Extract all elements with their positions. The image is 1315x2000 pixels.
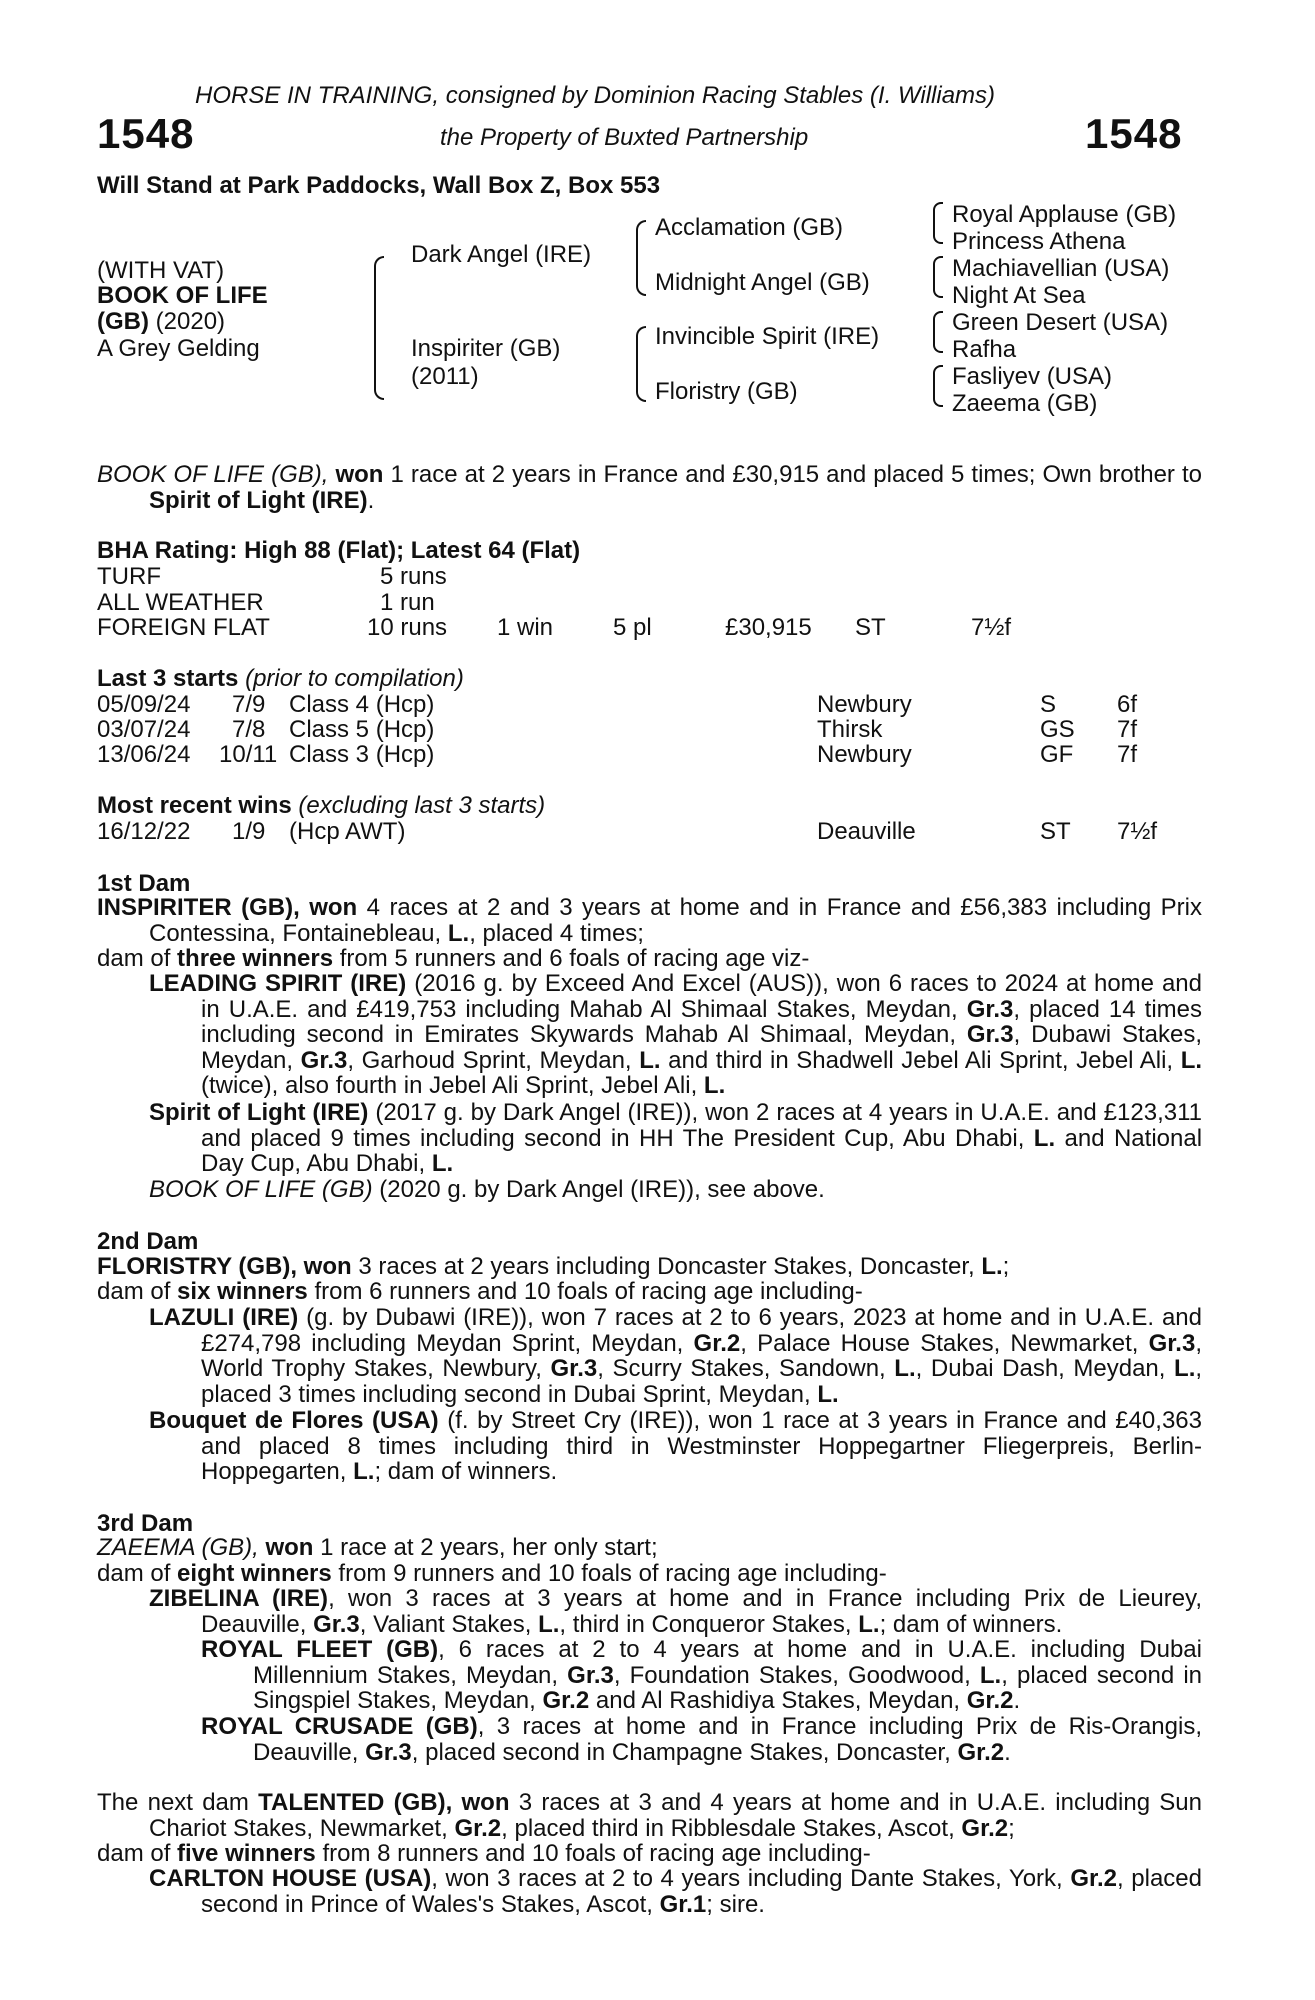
pedigree-dam-dam: Floristry (GB) xyxy=(655,378,798,405)
dam3-grandoffspring-1: ROYAL FLEET (GB), 6 races at 2 to 4 years at home and in U.A.E. including Dubai Millennium Stakes, Meydan, Gr.3, Foundation Stakes, Goodwood, L., placed second in Singspiel Stakes, Meydan, Gr.2 and Al Rashidiya Stakes, Meydan, Gr.2. xyxy=(201,1636,1203,1715)
next-dam-offspring-1 xyxy=(149,1866,1202,1917)
recent-wins-note: (excluding last 3 starts) xyxy=(298,792,546,819)
grade-badge: Gr.3 xyxy=(550,1355,598,1383)
offspring-name: CARLTON HOUSE (USA) xyxy=(149,1865,432,1892)
offspring-text: , World Trophy Stakes, Newbury, xyxy=(201,1329,1202,1383)
rating-distance: 7½f xyxy=(971,614,1012,641)
offspring-text: , Palace House Stakes, Newmarket, xyxy=(740,1329,1139,1357)
dam2-record: FLORISTRY (GB), won 3 races at 2 years including Doncaster Stakes, Doncaster, L.; xyxy=(97,1253,1010,1280)
dam1-record xyxy=(97,895,1202,946)
dam1-offspring-2 xyxy=(149,1100,1202,1177)
next-dam-lead: The next dam xyxy=(97,1789,249,1816)
recent-wins-title: Most recent wins xyxy=(97,792,292,819)
next-dam-won: won xyxy=(461,1789,510,1816)
offspring-text: , Dubawi Stakes, Meydan, xyxy=(201,1021,1202,1074)
offspring-text: (2016 g. by Exceed And Excel (AUS)), won 6 races to 2024 at home and in U.A.E. and £419,753 including Mahab Al Shimaal Stakes, Meydan, xyxy=(201,970,1203,1023)
rating-surface: FOREIGN FLAT xyxy=(97,614,270,641)
dam2-offspring-2 xyxy=(149,1408,1202,1485)
summary-won: won xyxy=(335,461,384,488)
pedigree-ddd: Zaeema (GB) xyxy=(952,390,1098,417)
listed-badge: L. xyxy=(353,1458,375,1486)
win-course: Deauville xyxy=(817,818,916,845)
dam2-name: FLORISTRY (GB), xyxy=(97,1253,297,1280)
grade-badge: Gr.3 xyxy=(365,1738,412,1766)
dam1-name: INSPIRITER (GB), xyxy=(97,894,300,921)
offspring-text: , placed second in Prince of Wales's Stakes, Ascot, xyxy=(201,1865,1202,1918)
offspring-name: BOOK OF LIFE (GB) xyxy=(149,1176,373,1203)
offspring-name: Bouquet de Flores (USA) xyxy=(149,1407,439,1434)
win-position: 1/9 xyxy=(232,818,266,845)
rating-surface: TURF xyxy=(97,563,161,590)
grade-badge: Gr.2 xyxy=(542,1687,590,1715)
start-position: 10/11 xyxy=(219,741,278,768)
start-position: 7/9 xyxy=(232,691,266,718)
produce-a: dam of xyxy=(97,1560,171,1587)
offspring-text: , third in Conqueror Stakes, xyxy=(559,1610,852,1638)
offspring-text: , placed second in Champagne Stakes, Doncaster, xyxy=(411,1738,951,1766)
offspring-text: ; sire. xyxy=(706,1890,765,1918)
offspring-text: , Dubai Dash, Meydan, xyxy=(915,1355,1166,1383)
offspring-text: , 3 races at home and in France including Prix de Ris-Orangis, Deauville, xyxy=(253,1713,1203,1766)
rating-wins: 1 win xyxy=(497,614,554,641)
dam2-produce xyxy=(97,1279,1202,1305)
horse-origin-year xyxy=(97,309,225,335)
produce-a: dam of xyxy=(97,945,171,972)
grade-badge: Gr.3 xyxy=(966,1021,1014,1049)
offspring-name: ZIBELINA (IRE) xyxy=(149,1585,329,1612)
offspring-text: and Al Rashidiya Stakes, Meydan, xyxy=(595,1687,961,1715)
vat-label: (WITH VAT) xyxy=(97,257,225,284)
horse-description: A Grey Gelding xyxy=(97,335,260,362)
rating-runs: 10 runs xyxy=(367,614,448,641)
horse-year: (2020) xyxy=(155,308,226,335)
dam1-won: won xyxy=(309,894,358,921)
dam2-text: 3 races at 2 years including Doncaster Stakes, Doncaster, xyxy=(358,1253,975,1280)
pedigree-brace-sire xyxy=(636,220,646,296)
offspring-text: , placed second in Singspiel Stakes, Meydan, xyxy=(253,1661,1203,1715)
win-distance: 7½f xyxy=(1117,818,1158,845)
listed-badge: L. xyxy=(703,1072,726,1100)
grade-badge: Gr.3 xyxy=(313,1610,360,1638)
pedigree-brace-2 xyxy=(933,256,943,298)
grade-badge: Gr.2 xyxy=(1070,1865,1118,1892)
start-going: GF xyxy=(1040,741,1074,768)
horse-origin: (GB) xyxy=(97,308,149,335)
start-position: 7/8 xyxy=(232,716,266,743)
produce-c: from 5 runners and 6 foals of racing age viz- xyxy=(339,945,810,972)
offspring-text: ; dam of winners. xyxy=(879,1610,1063,1638)
produce-winners: six winners xyxy=(177,1278,308,1305)
pedigree-sss: Royal Applause (GB) xyxy=(952,201,1177,228)
dam1-heading: 1st Dam xyxy=(97,870,191,897)
produce-a: dam of xyxy=(97,1278,171,1305)
dam1-text2: , placed 4 times; xyxy=(469,919,644,947)
win-going: ST xyxy=(1040,818,1071,845)
produce-c: from 8 runners and 10 foals of racing age including- xyxy=(322,1840,871,1867)
offspring-text: (2020 g. by Dark Angel (IRE)), see above. xyxy=(379,1176,825,1203)
dam3-record xyxy=(97,1535,1202,1561)
offspring-text: and National Day Cup, Abu Dhabi, xyxy=(201,1124,1203,1178)
start-race: Class 4 (Hcp) xyxy=(289,691,435,718)
start-race: Class 3 (Hcp) xyxy=(289,741,435,768)
produce-a: dam of xyxy=(97,1840,171,1867)
dam1-produce xyxy=(97,946,1202,972)
start-race: Class 5 (Hcp) xyxy=(289,716,435,743)
summary-name: BOOK OF LIFE (GB), xyxy=(97,461,329,488)
listed-badge: L. xyxy=(447,919,470,947)
start-distance: 6f xyxy=(1117,691,1138,718)
produce-c: from 9 runners and 10 foals of racing age including- xyxy=(338,1560,887,1587)
pedigree-brace-3 xyxy=(933,311,943,353)
dam2-offspring-1 xyxy=(149,1305,1202,1407)
offspring-text: , won 3 races at 3 years at home and in France including Prix de Lieurey, Deauville, xyxy=(201,1585,1202,1638)
produce-c: from 6 runners and 10 foals of racing age including- xyxy=(314,1278,863,1305)
rating-heading: BHA Rating: High 88 (Flat); Latest 64 (Flat) xyxy=(97,537,581,564)
grade-badge: Gr.2 xyxy=(454,1814,502,1842)
rating-surface: ALL WEATHER xyxy=(97,589,264,616)
dam3-produce xyxy=(97,1561,1202,1587)
pedigree-sire: Dark Angel (IRE) xyxy=(411,241,592,268)
stand-location: Will Stand at Park Paddocks, Wall Box Z, Box 553 xyxy=(97,172,661,199)
start-date: 05/09/24 xyxy=(97,691,191,718)
dam3-grandoffspring-2: ROYAL CRUSADE (GB), 3 races at home and in France including Prix de Ris-Orangis, Deauville, Gr.3, placed second in Champagne Stakes, Doncaster, Gr.2. xyxy=(201,1713,1203,1766)
listed-badge: L. xyxy=(1180,1046,1203,1074)
produce-winners: five winners xyxy=(177,1840,316,1867)
summary-end: . xyxy=(367,486,375,514)
grade-badge: Gr.2 xyxy=(966,1687,1014,1715)
rating-going: ST xyxy=(855,614,886,641)
start-going: GS xyxy=(1040,716,1075,743)
next-dam-name: TALENTED (GB), xyxy=(258,1789,453,1816)
offspring-text: , won 3 races at 2 to 4 years including Dante Stakes, York, xyxy=(431,1865,1063,1892)
offspring-text: (g. by Dubawi (IRE)), won 7 races at 2 to 6 years, 2023 at home and in U.A.E. and £274,798 including Meydan Sprint, Meydan, xyxy=(201,1304,1202,1357)
pedigree-brace-dam xyxy=(636,326,646,402)
start-going: S xyxy=(1040,691,1057,718)
pedigree-ssd: Princess Athena xyxy=(952,228,1126,255)
listed-badge: L. xyxy=(1174,1355,1196,1383)
dam3-text: 1 race at 2 years, her only start; xyxy=(320,1534,658,1561)
next-dam-record: The next dam TALENTED (GB), won 3 races at 3 and 4 years at home and in U.A.E. including Sun Chariot Stakes, Newmarket, Gr.2, placed third in Ribblesdale Stakes, Ascot, Gr.2; xyxy=(97,1789,1202,1842)
next-dam-text: 3 races at 3 and 4 years at home and in U.A.E. including Sun Chariot Stakes, Newmarket, xyxy=(149,1789,1202,1842)
last-starts-note: (prior to compilation) xyxy=(245,665,464,692)
listed-badge: L. xyxy=(538,1610,560,1638)
pedigree-brace-4 xyxy=(933,365,943,407)
start-date: 13/06/24 xyxy=(97,741,191,768)
last-starts-heading xyxy=(97,666,464,692)
rating-runs: 5 runs xyxy=(380,563,447,590)
listed-badge: L. xyxy=(817,1380,839,1408)
pedigree-sds: Machiavellian (USA) xyxy=(952,255,1170,282)
listed-badge: L. xyxy=(431,1150,454,1178)
listed-badge: L. xyxy=(639,1046,661,1074)
offspring-name: LEADING SPIRIT (IRE) xyxy=(149,970,407,997)
pedigree-brace-1 xyxy=(933,202,943,244)
summary-text: 1 race at 2 years in France and £30,915 and placed 5 times; Own brother to xyxy=(390,461,1202,488)
pedigree-sdd: Night At Sea xyxy=(952,282,1086,309)
grade-badge: Gr.1 xyxy=(659,1890,707,1918)
dam1-offspring-3 xyxy=(149,1177,1202,1203)
dam3-name: ZAEEMA (GB), xyxy=(97,1534,259,1561)
start-date: 03/07/24 xyxy=(97,716,191,743)
recent-wins-heading xyxy=(97,793,545,819)
offspring-text: , placed 3 times including second in Dubai Sprint, Meydan, xyxy=(201,1355,1203,1408)
grade-badge: Gr.3 xyxy=(567,1661,614,1689)
offspring-name: ROYAL FLEET (GB) xyxy=(201,1636,439,1663)
offspring-text: (twice), also fourth in Jebel Ali Sprint, Jebel Ali, xyxy=(201,1072,698,1100)
pedigree-dsd: Rafha xyxy=(952,336,1017,363)
grade-badge: Gr.2 xyxy=(693,1329,741,1357)
offspring-text: ; dam of winners. xyxy=(374,1458,558,1486)
dam3-won: won xyxy=(265,1534,314,1561)
offspring-name: Spirit of Light (IRE) xyxy=(149,1099,369,1126)
grade-badge: Gr.3 xyxy=(300,1046,348,1074)
dam3-offspring-1 xyxy=(149,1586,1202,1637)
offspring-name: LAZULI (IRE) xyxy=(149,1304,299,1331)
start-distance: 7f xyxy=(1117,741,1138,768)
offspring-text: and third in Shadwell Jebel Ali Sprint, Jebel Ali, xyxy=(668,1046,1174,1074)
next-dam-produce xyxy=(97,1841,1202,1867)
summary-brother: Spirit of Light (IRE) xyxy=(149,486,368,514)
consignor-line: HORSE IN TRAINING, consigned by Dominion Racing Stables (I. Williams) xyxy=(195,82,996,109)
pedigree-sire-sire: Acclamation (GB) xyxy=(655,214,844,241)
start-distance: 7f xyxy=(1117,716,1138,743)
listed-badge: L. xyxy=(979,1661,1002,1689)
dam1-text: 4 races at 2 and 3 years at home and in France and £56,383 including Prix Contessina, Fontainebleau, xyxy=(149,894,1202,947)
offspring-name: ROYAL CRUSADE (GB) xyxy=(201,1713,478,1740)
offspring-text: , Foundation Stakes, Goodwood, xyxy=(613,1661,971,1689)
property-line: the Property of Buxted Partnership xyxy=(440,124,809,151)
pedigree-sire-dam: Midnight Angel (GB) xyxy=(655,269,870,296)
dam2-heading: 2nd Dam xyxy=(97,1228,199,1255)
pedigree-dam-year: (2011) xyxy=(411,363,479,390)
offspring-text: (2017 g. by Dark Angel (IRE)), won 2 races at 4 years in U.A.E. and £123,311 and placed 9 times including second in HH The President Cup, Abu Dhabi, xyxy=(201,1099,1202,1152)
listed-badge: L. xyxy=(1033,1124,1056,1152)
lot-number-right: 1548 xyxy=(1085,110,1183,157)
pedigree-dds: Fasliyev (USA) xyxy=(952,363,1113,390)
start-course: Thirsk xyxy=(817,716,883,743)
produce-winners: eight winners xyxy=(177,1560,332,1587)
produce-winners: three winners xyxy=(177,945,334,972)
listed-badge: L. xyxy=(858,1610,880,1638)
rating-placed: 5 pl xyxy=(613,614,652,641)
dam1-offspring-1 xyxy=(149,971,1202,1099)
start-course: Newbury xyxy=(817,691,912,718)
grade-badge: Gr.2 xyxy=(961,1814,1009,1842)
offspring-text: , Valiant Stakes, xyxy=(359,1610,532,1638)
lot-number-left: 1548 xyxy=(97,110,195,157)
win-date: 16/12/22 xyxy=(97,818,191,845)
last-starts-title: Last 3 starts xyxy=(97,665,239,692)
pedigree-brace-main xyxy=(374,256,384,400)
grade-badge: Gr.3 xyxy=(966,995,1014,1023)
offspring-text: , 6 races at 2 to 4 years at home and in U.A.E. including Dubai Millennium Stakes, Meydan, xyxy=(253,1636,1202,1689)
dam3-heading: 3rd Dam xyxy=(97,1510,194,1537)
offspring-text: , Scurry Stakes, Sandown, xyxy=(597,1355,886,1383)
pedigree-dam: Inspiriter (GB) xyxy=(411,335,561,362)
win-race: (Hcp AWT) xyxy=(289,818,406,845)
offspring-text: , placed 14 times including second in Emirates Skywards Mahab Al Shimaal, Meydan, xyxy=(201,995,1202,1049)
horse-name: BOOK OF LIFE xyxy=(97,282,268,309)
rating-prize: £30,915 xyxy=(725,614,812,641)
pedigree-dss: Green Desert (USA) xyxy=(952,309,1169,336)
next-dam-text2: , placed third in Ribblesdale Stakes, Ascot, xyxy=(501,1814,955,1842)
listed-badge: L. xyxy=(981,1253,1003,1280)
start-course: Newbury xyxy=(817,741,912,768)
offspring-text: , Garhoud Sprint, Meydan, xyxy=(347,1046,632,1074)
dam2-won: won xyxy=(303,1253,352,1280)
grade-badge: Gr.2 xyxy=(957,1738,1005,1766)
listed-badge: L. xyxy=(894,1355,916,1383)
grade-badge: Gr.3 xyxy=(1148,1329,1196,1357)
offspring-text: (f. by Street Cry (IRE)), won 1 race at 3 years in France and £40,363 and placed 8 times including third in Westminster Hoppegartner Fliegerpreis, Berlin-Hoppegarten, xyxy=(201,1407,1202,1486)
pedigree-dam-sire: Invincible Spirit (IRE) xyxy=(655,323,880,350)
rating-runs: 1 run xyxy=(380,589,435,616)
horse-summary xyxy=(97,462,1202,513)
